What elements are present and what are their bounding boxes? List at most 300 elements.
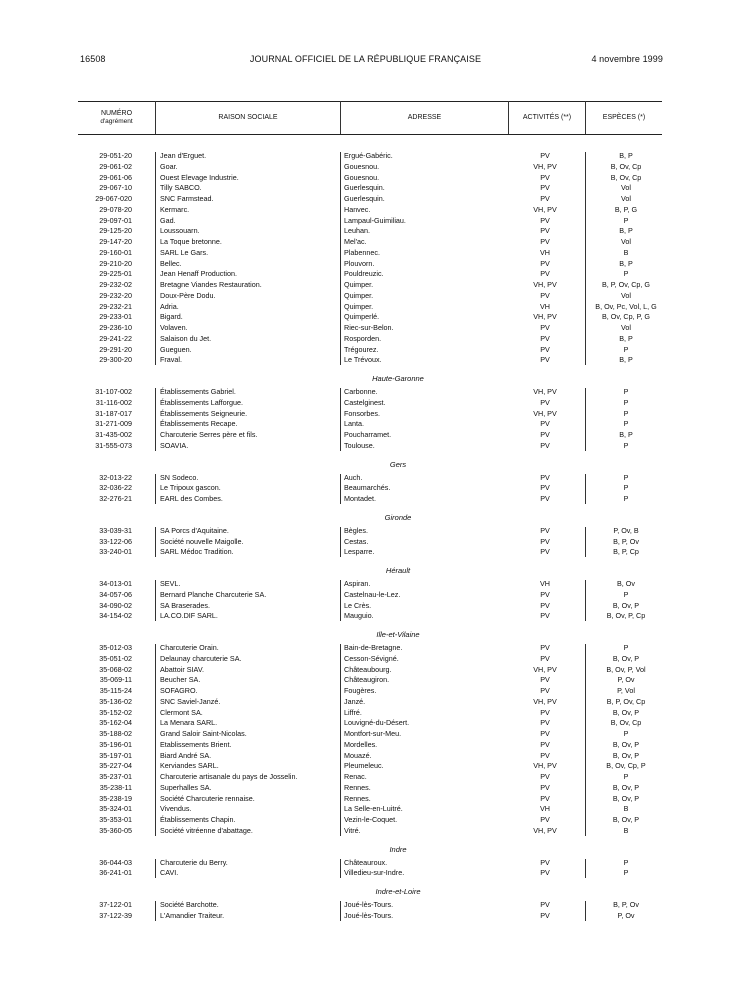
address-column-bar: [340, 388, 341, 451]
address: Louvigné-du-Désert.: [344, 718, 410, 728]
address: Gouesnou.: [344, 161, 380, 171]
species: B, P, G: [614, 204, 638, 214]
address-column-bar: [340, 152, 341, 365]
address-column-bar: [340, 901, 341, 921]
approval-number: 31-116-002: [95, 397, 132, 407]
approval-number: 35-238-19: [99, 793, 132, 803]
species: B, Ov, P: [612, 739, 640, 749]
species: B: [623, 247, 629, 257]
address: Villedieu-sur-Indre.: [344, 868, 405, 878]
table-row: [78, 783, 662, 794]
activities: PV: [540, 793, 550, 803]
activities: PV: [540, 782, 550, 792]
company-name: Etablissements Brient.: [160, 739, 232, 749]
species: B, Ov, Cp: [610, 161, 642, 171]
species: Vol: [621, 237, 631, 246]
activities: PV: [540, 430, 550, 439]
company-name: SARL Le Gars.: [160, 247, 209, 257]
approval-number: 35-115-24: [99, 686, 132, 695]
company-name: Charcuterie du Berry.: [160, 857, 228, 867]
activities: PV: [540, 729, 550, 738]
company-name: Goar.: [160, 161, 178, 171]
address: Lesparre.: [344, 547, 375, 557]
table-row: [78, 911, 662, 922]
approval-number: 36-241-01: [99, 868, 132, 878]
approval-number: 35-162-04: [99, 718, 132, 728]
approval-number: 35-051-02: [99, 653, 132, 663]
address-column-bar: [340, 644, 341, 836]
company-name: Établissements Lafforgue.: [160, 397, 243, 407]
company-name: L'Amandier Traiteur.: [160, 910, 225, 920]
address: Pouldreuzic.: [344, 269, 384, 279]
activities: VH, PV: [533, 280, 557, 289]
address: Auch.: [344, 472, 363, 482]
approval-number: 29-232-02: [99, 280, 132, 289]
table-row: [78, 547, 662, 558]
company-name: SN Sodeco.: [160, 472, 199, 482]
company-name: Volaven.: [160, 323, 188, 332]
header-activites: ACTIVITÉS (**): [522, 113, 572, 121]
company-name: LA.CO.DIF SARL.: [160, 611, 218, 621]
approval-number: 35-188-02: [99, 729, 132, 738]
approval-number: 35-238-11: [99, 782, 132, 792]
approval-number: 29-225-01: [99, 269, 132, 279]
company-name: Grand Saloir Saint-Nicolas.: [160, 729, 247, 738]
issue-date: 4 novembre 1999: [591, 54, 663, 64]
activities: VH, PV: [533, 387, 557, 396]
activities: PV: [540, 707, 550, 717]
table-row: [78, 590, 662, 601]
table-row: [78, 323, 662, 334]
company-name: Établissements Recape.: [160, 419, 238, 429]
table-row: [78, 183, 662, 194]
approval-number: 33-039-31: [99, 525, 132, 535]
species: B, P, Ov, Cp: [606, 696, 646, 706]
activities: PV: [540, 815, 550, 824]
name-column-bar: [155, 152, 156, 365]
department-title: Gers: [389, 459, 407, 469]
activities: PV: [540, 483, 550, 493]
table-row: [78, 654, 662, 665]
activities: PV: [540, 600, 550, 610]
company-name: Clermont SA.: [160, 707, 203, 717]
table-row: [78, 473, 662, 484]
company-name: Charcuterie artisanale du pays de Josselin.: [160, 772, 298, 781]
approval-number: 29-236-10: [99, 323, 132, 332]
activities: PV: [540, 226, 550, 236]
approval-number: 35-227-04: [99, 761, 132, 771]
table-row: [78, 312, 662, 323]
activities: VH, PV: [533, 696, 557, 706]
species: P: [623, 397, 629, 407]
activities: PV: [540, 355, 550, 365]
activities: PV: [540, 653, 550, 663]
address: Poucharramet.: [344, 430, 392, 439]
address: Lampaul-Guimiliau.: [344, 215, 406, 225]
table-row: [78, 686, 662, 697]
address: Castelnau-le-Lez.: [344, 589, 401, 599]
species: B, P: [619, 226, 633, 236]
address: Rennes.: [344, 793, 371, 803]
activities: PV: [540, 440, 550, 450]
address-column-bar: [340, 527, 341, 557]
approval-number: 33-240-01: [99, 547, 132, 557]
company-name: Abattoir SIAV.: [160, 664, 204, 674]
company-name: SOAVIA.: [160, 440, 189, 450]
species: Vol: [621, 194, 631, 203]
company-name: Bernard Planche Charcuterie SA.: [160, 589, 267, 599]
address: Beaumarchés.: [344, 483, 391, 493]
table-row: [78, 419, 662, 430]
approval-number: 29-067-020: [95, 194, 132, 203]
species: P: [623, 643, 629, 652]
activities: PV: [540, 183, 550, 193]
species: P, Ov: [617, 675, 635, 685]
approval-number: 29-097-01: [99, 215, 132, 225]
table-row: [78, 291, 662, 302]
species: B, Ov, P, Vol: [606, 664, 646, 674]
approval-number: 32-013-22: [99, 472, 132, 482]
table-row: [78, 173, 662, 184]
activities: PV: [540, 472, 550, 482]
address: Rosporden.: [344, 333, 382, 343]
species: B, Ov, P: [612, 707, 640, 717]
address: Quimper.: [344, 290, 374, 300]
address: Janzé.: [344, 696, 366, 706]
approval-number: 34-057-06: [99, 589, 132, 599]
activities: PV: [540, 419, 550, 429]
species: B, P, Ov: [613, 900, 639, 909]
species: P: [623, 408, 629, 418]
company-name: Biard André SA.: [160, 750, 212, 760]
address: Cesson-Sévigné.: [344, 653, 399, 663]
activities-column-bar: [585, 152, 586, 365]
address: Pleumeleuc.: [344, 761, 384, 771]
address: Fougères.: [344, 686, 377, 695]
table-row: [78, 398, 662, 409]
species: B, Ov, Cp: [610, 172, 642, 182]
department-title: Ille-et-Vilaine: [376, 630, 420, 639]
address: Rennes.: [344, 782, 371, 792]
activities-column-bar: [585, 859, 586, 879]
table-row: [78, 237, 662, 248]
approval-number: 37-122-01: [99, 900, 132, 909]
activities: VH: [540, 804, 550, 814]
species: B, Ov, P: [612, 815, 640, 824]
activities: PV: [540, 397, 550, 407]
address: Mouazé.: [344, 750, 372, 760]
table-row: [78, 162, 662, 173]
header-adresse: ADRESSE: [407, 113, 442, 121]
approval-number: 31-107-002: [95, 387, 132, 396]
species: B, Ov, Pc, Vol, L, G: [595, 301, 657, 311]
company-name: Superhalles SA.: [160, 782, 212, 792]
activities: PV: [540, 151, 550, 160]
name-column-bar: [155, 644, 156, 836]
address: La Selle-en-Luitré.: [344, 804, 403, 814]
department-title: Indre: [389, 844, 407, 854]
company-name: Société Charcuterie rennaise.: [160, 793, 255, 803]
address: Bègles.: [344, 525, 368, 535]
table-row: [78, 441, 662, 452]
activities: VH: [540, 301, 550, 311]
company-name: Gad.: [160, 215, 176, 225]
table-row: [78, 675, 662, 686]
activities: VH: [540, 247, 550, 257]
table-row: [78, 387, 662, 398]
company-name: Établissements Chapin.: [160, 815, 236, 824]
approval-number: 35-237-01: [99, 772, 132, 781]
address: Joué-lès-Tours.: [344, 910, 394, 920]
company-name: Le Tripoux gascon.: [160, 483, 221, 493]
species: Vol: [621, 323, 631, 332]
approval-number: 29-233-01: [99, 312, 132, 322]
company-name: Bigard.: [160, 312, 183, 322]
address: Guerlesquin.: [344, 194, 385, 203]
species: P: [623, 419, 629, 429]
name-column-bar: [155, 474, 156, 504]
company-name: SA Braserades.: [160, 600, 210, 610]
company-name: Salaison du Jet.: [160, 333, 212, 343]
species: P: [623, 344, 629, 354]
table-row: [78, 355, 662, 366]
header-especes: ESPÈCES (*): [602, 113, 646, 121]
approval-number: 35-197-01: [99, 750, 132, 760]
activities: VH: [540, 579, 550, 588]
species: P: [623, 269, 629, 279]
address: Guerlesquin.: [344, 183, 385, 193]
address: Cestas.: [344, 536, 369, 546]
table-row: [78, 718, 662, 729]
approval-number: 29-061-06: [99, 172, 132, 182]
activities: VH, PV: [533, 312, 557, 322]
table-row: [78, 740, 662, 751]
activities-column-bar: [585, 388, 586, 451]
header-numero-line2: d'agrément: [100, 117, 133, 125]
address: Châteauroux.: [344, 857, 388, 867]
activities-column-bar: [585, 527, 586, 557]
approval-number: 29-147-20: [99, 237, 132, 246]
address: Quimper.: [344, 280, 374, 289]
activities: PV: [540, 611, 550, 621]
table-row: [78, 601, 662, 612]
address: Castelginest.: [344, 397, 386, 407]
company-name: Bretagne Viandes Restauration.: [160, 280, 262, 289]
activities: PV: [540, 536, 550, 546]
company-name: Bellec.: [160, 258, 182, 268]
species: P, Ov, B: [613, 525, 639, 535]
company-name: Charcuterie Serres père et fils.: [160, 430, 258, 439]
name-column-bar: [155, 527, 156, 557]
approval-number: 31-187-017: [95, 408, 132, 418]
activities: PV: [540, 718, 550, 728]
species: B: [623, 825, 629, 835]
species: P: [623, 729, 629, 738]
activities: VH, PV: [533, 161, 557, 171]
species: P: [623, 857, 629, 867]
company-name: Société nouvelle Maigolle.: [160, 536, 244, 546]
approval-number: 35-196-01: [99, 739, 132, 749]
address: Le Trévoux.: [344, 355, 382, 365]
approval-number: 29-125-20: [99, 226, 132, 236]
address: Liffré.: [344, 707, 362, 717]
approval-number: 29-300-20: [99, 355, 132, 365]
company-name: SEVL.: [160, 579, 181, 588]
table-row: [78, 794, 662, 805]
table-row: [78, 858, 662, 869]
header-numero: [78, 101, 155, 134]
address: Montadet.: [344, 494, 376, 503]
table-row: [78, 483, 662, 494]
activities: PV: [540, 525, 550, 535]
species: P: [623, 772, 629, 781]
address: Hanvec.: [344, 204, 371, 214]
header-raison-sociale: RAISON SOCIALE: [218, 113, 278, 121]
address: Carbonne.: [344, 387, 378, 396]
address: Montfort-sur-Meu.: [344, 729, 402, 738]
company-name: Kermarc.: [160, 204, 190, 214]
address: Le Crès.: [344, 600, 372, 610]
table-header-rule: [78, 134, 662, 135]
activities: VH, PV: [533, 204, 557, 214]
company-name: Établissements Seigneurie.: [160, 408, 248, 418]
department-title: Indre-et-Loire: [375, 887, 421, 896]
table-row: [78, 772, 662, 783]
approval-number: 29-051-20: [99, 151, 132, 160]
company-name: Jean d'Erguet.: [160, 151, 207, 160]
name-column-bar: [155, 901, 156, 921]
approval-number: 29-291-20: [99, 344, 132, 354]
table-row: [78, 643, 662, 654]
approval-number: 31-435-002: [95, 430, 132, 439]
approval-number: 31-555-073: [95, 440, 132, 450]
company-name: Vivendus.: [160, 804, 192, 814]
address: Mel'ac.: [344, 237, 367, 246]
approval-number: 29-067-10: [99, 183, 132, 193]
table-row: [78, 804, 662, 815]
table-row: [78, 761, 662, 772]
species: Vol: [621, 290, 631, 300]
activities: PV: [540, 547, 550, 557]
company-name: Adria.: [160, 301, 179, 311]
company-name: SA Porcs d'Aquitaine.: [160, 525, 229, 535]
address: Vezin-le-Coquet.: [344, 815, 398, 824]
table-row: [78, 248, 662, 259]
species: B, Ov, Cp: [610, 718, 642, 728]
company-name: La Toque bretonne.: [160, 237, 222, 246]
table-row: [78, 579, 662, 590]
species: B, Ov, P: [612, 793, 640, 803]
address: Plouvorn.: [344, 258, 375, 268]
address: Joué-lès-Tours.: [344, 900, 394, 909]
approval-number: 33-122-06: [99, 536, 132, 546]
activities: PV: [540, 269, 550, 279]
activities: PV: [540, 686, 550, 695]
species: P, Vol: [617, 686, 635, 695]
species: B, P, Cp: [613, 547, 639, 557]
activities: PV: [540, 494, 550, 503]
company-name: Ouest Elevage Industrie.: [160, 172, 239, 182]
activities: PV: [540, 589, 550, 599]
address-column-bar: [340, 474, 341, 504]
activities: PV: [540, 258, 550, 268]
species: P: [623, 215, 629, 225]
address: Fonsorbes.: [344, 408, 380, 418]
approval-number: 35-069-11: [99, 675, 132, 685]
approval-table: [78, 101, 662, 951]
address-column-bar: [340, 580, 341, 621]
table-row: [78, 868, 662, 879]
approval-number: 36-044-03: [99, 857, 132, 867]
species: B, P: [619, 355, 633, 365]
activities-column-bar: [585, 644, 586, 836]
activities: PV: [540, 323, 550, 332]
species: B, Ov, P: [612, 600, 640, 610]
department-title: Haute-Garonne: [372, 374, 424, 383]
activities: PV: [540, 739, 550, 749]
table-row: [78, 151, 662, 162]
table-row: [78, 269, 662, 280]
address: Leuhan.: [344, 226, 370, 236]
approval-number: 35-360-05: [99, 825, 132, 835]
table-row: [78, 194, 662, 205]
table-row: [78, 708, 662, 719]
company-name: Loussouarn.: [160, 226, 200, 236]
department-title: Gironde: [384, 512, 412, 522]
address: Châteaugiron.: [344, 675, 390, 685]
table-row: [78, 226, 662, 237]
company-name: La Menara SARL.: [160, 718, 218, 728]
table-row: [78, 259, 662, 270]
name-column-bar: [155, 388, 156, 451]
address: Trégourez.: [344, 344, 379, 354]
approval-number: 32-036-22: [99, 483, 132, 493]
activities: VH, PV: [533, 761, 557, 771]
table-row: [78, 334, 662, 345]
table-row: [78, 900, 662, 911]
table-row: [78, 302, 662, 313]
activities: PV: [540, 900, 550, 909]
approval-number: 29-232-21: [99, 301, 132, 311]
address: Renac.: [344, 772, 367, 781]
species: P: [623, 589, 629, 599]
species: B, P, Ov: [613, 536, 639, 546]
species: B, P, Ov, Cp, G: [601, 280, 651, 289]
activities-column-bar: [585, 474, 586, 504]
table-row: [78, 815, 662, 826]
table-row: [78, 665, 662, 676]
species: B, Ov, Cp, P, G: [601, 312, 651, 322]
company-name: Établissements Gabriel.: [160, 387, 236, 396]
species: B, P: [619, 151, 633, 160]
company-name: EARL des Combes.: [160, 494, 223, 503]
address: Riec-sur-Belon.: [344, 323, 394, 332]
approval-number: 35-152-02: [99, 707, 132, 717]
species: B, Ov, P: [612, 653, 640, 663]
address: Vitré.: [344, 825, 361, 835]
activities: PV: [540, 194, 550, 203]
table-row: [78, 280, 662, 291]
company-name: Doux-Père Dodu.: [160, 290, 216, 300]
table-row: [78, 697, 662, 708]
approval-number: 29-160-01: [99, 247, 132, 257]
address: Gouesnou.: [344, 172, 380, 182]
page-number: 16508: [80, 54, 106, 64]
company-name: Tilly SABCO.: [160, 183, 202, 193]
address: Mauguio.: [344, 611, 374, 621]
company-name: SARL Médoc Tradition.: [160, 547, 234, 557]
address: Toulouse.: [344, 440, 375, 450]
